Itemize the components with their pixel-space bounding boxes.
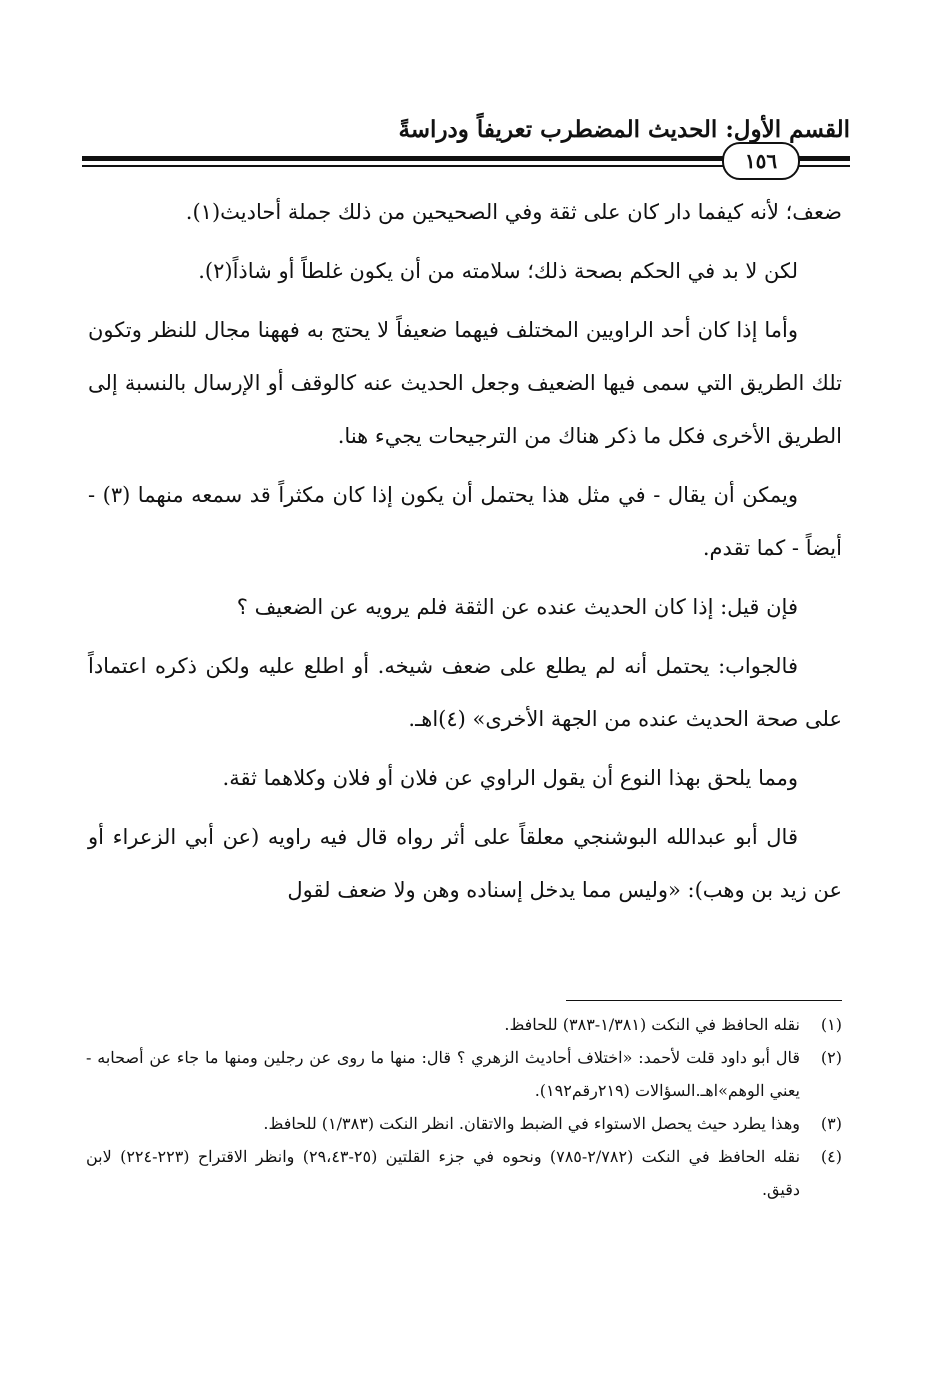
page-header (82, 108, 850, 188)
footnote-text: قال أبو داود قلت لأحمد: «اختلاف أحاديث الزهري ؟ قال: منها ما روى عن رجلين ومنها ما جاء عن أصحابه - يعني الوهم»اهـ.السؤالات (٢١٩رقم١٩٢). (86, 1048, 800, 1100)
footnote (86, 1107, 842, 1140)
footnote-number: (٢) (820, 1048, 842, 1067)
footnote-text: نقله الحافظ في النكت (١/٣٨١-٣٨٣) للحافظ. (504, 1015, 800, 1034)
paragraph: لكن لا بد في الحكم بصحة ذلك؛ سلامته من أن يكون غلطاً أو شاذاً(٢). (198, 259, 798, 283)
paragraph: ضعف؛ لأنه كيفما دار كان على ثقة وفي الصحيحين من ذلك جملة أحاديث(١). (185, 200, 842, 224)
footnote (86, 1041, 842, 1107)
page-number-badge (722, 142, 800, 180)
footnote-text: نقله الحافظ في النكت (٢/٧٨٢-٧٨٥) ونحوه في جزء القلتين (٢٥-٢٩،٤٣) وانظر الاقتراح (٢٢٣-٢٢٤) لابن دقيق. (86, 1147, 801, 1199)
paragraph: وأما إذا كان أحد الراويين المختلف فيهما ضعيفاً لا يحتج به فههنا مجال للنظر وتكون تلك الطريق التي سمى فيها الضعيف وجعل الحديث عنه كالوقف أو الإرسال بالنسبة إلى الطريق الأخرى فكل ما ذكر هناك من الترجيحات يجيء هنا. (88, 318, 842, 448)
paragraph: ومما يلحق بهذا النوع أن يقول الراوي عن فلان أو فلان وكلاهما ثقة. (222, 766, 798, 790)
footnote (86, 1008, 842, 1041)
paragraph: قال أبو عبدالله البوشنجي معلقاً على أثر رواه قال فيه راويه (عن أبي الزعراء أو عن زيد بن وهب): «وليس مما يدخل إسناده وهن ولا ضعف لقول (88, 825, 842, 902)
footnotes (86, 1008, 842, 1206)
footnote-number: (٣) (820, 1114, 842, 1133)
footnote-number: (٤) (820, 1147, 842, 1166)
paragraph: فالجواب: يحتمل أنه لم يطلع على ضعف شيخه. أو اطلع عليه ولكن ذكره اعتماداً على صحة الحديث عنده من الجهة الأخرى» (٤)اهـ. (88, 654, 842, 731)
main-text (88, 186, 842, 923)
footnote-number: (١) (820, 1015, 842, 1034)
footnote-separator (566, 1000, 842, 1001)
header-title: القسم الأول: الحديث المضطرب تعريفاً ودراسةً (398, 116, 850, 143)
footnote (86, 1140, 842, 1206)
footnote-text: وهذا يطرد حيث يحصل الاستواء في الضبط والاتقان. انظر النكت (١/٣٨٣) للحافظ. (263, 1114, 800, 1133)
paragraph: فإن قيل: إذا كان الحديث عنده عن الثقة فلم يرويه عن الضعيف ؟ (236, 595, 798, 619)
paragraph: ويمكن أن يقال - في مثل هذا يحتمل أن يكون إذا كان مكثراً قد سمعه منهما (٣) - أيضاً - كما تقدم. (88, 483, 842, 560)
page-number: ١٥٦ (744, 149, 778, 173)
